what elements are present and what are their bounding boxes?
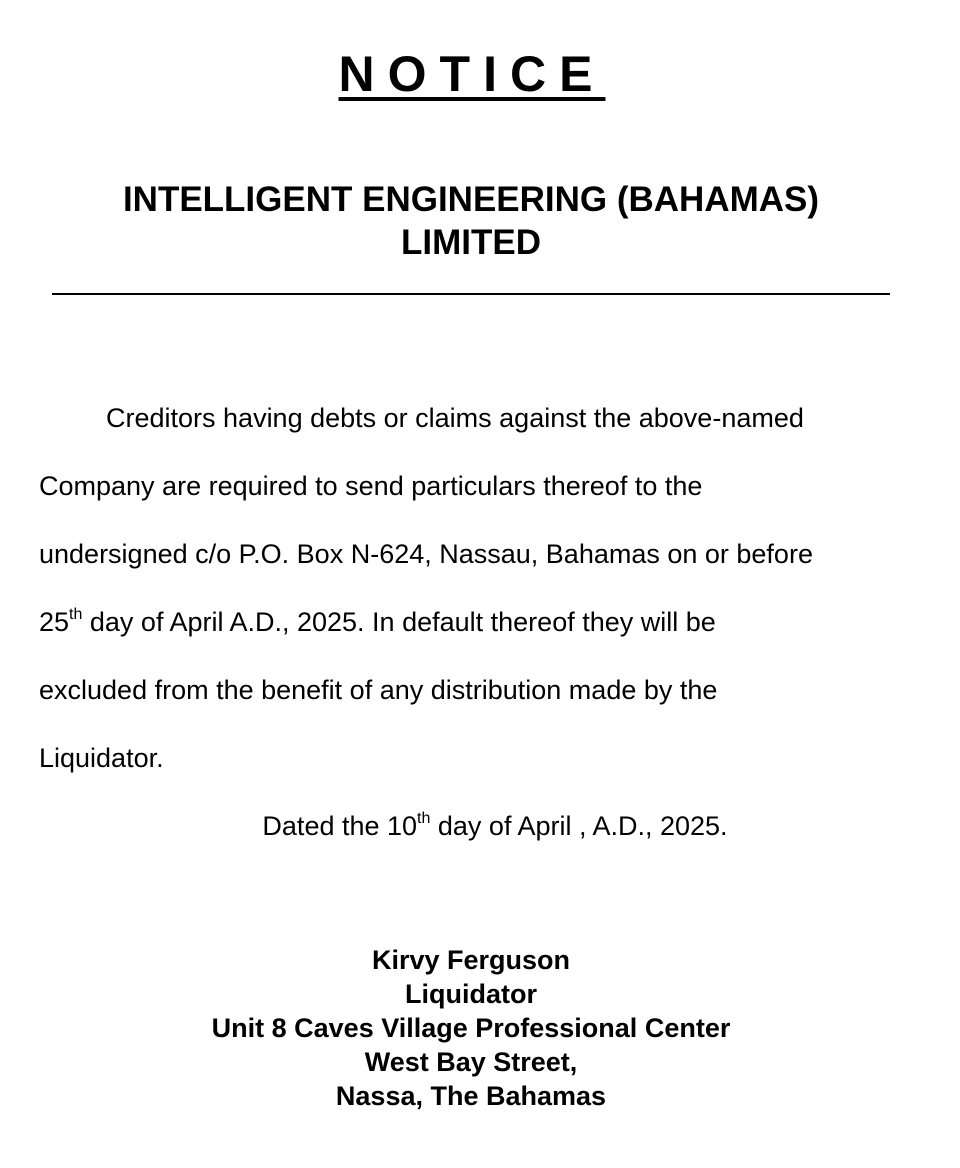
notice-heading [0,44,944,104]
body-line-deadline [39,588,909,656]
dated-prefix: Dated the 10 [262,811,418,841]
body-line: Liquidator. [39,743,164,773]
title-underline-rule [52,293,890,295]
signature-block [0,943,942,1113]
body-line: Company are required to send particulars thereof to the [39,471,703,501]
dated-line [0,792,960,860]
notice-body [39,384,909,792]
notice-heading-text: NOTICE [338,46,606,102]
dated-suffix: th [417,810,431,827]
address-line: Unit 8 Caves Village Professional Center [211,1013,731,1043]
address-line: Nassa, The Bahamas [335,1081,607,1111]
address-line: West Bay Street, [364,1047,578,1077]
deadline-rest: day of April A.D., 2025. In default thereof they will be [82,607,716,637]
deadline-day: 25 [39,607,70,637]
liquidator-name: Kirvy Ferguson [371,945,571,975]
liquidator-title: Liquidator [405,979,537,1009]
deadline-day-suffix: th [69,606,83,623]
body-line: excluded from the benefit of any distribution made by the [39,675,718,705]
company-name: INTELLIGENT ENGINEERING (BAHAMAS) LIMITED [122,180,820,262]
body-line: undersigned c/o P.O. Box N-624, Nassau, Bahamas on or before [39,539,813,569]
body-line: Creditors having debts or claims against the above-named [106,403,804,433]
dated-rest: day of April , A.D., 2025. [430,811,728,841]
